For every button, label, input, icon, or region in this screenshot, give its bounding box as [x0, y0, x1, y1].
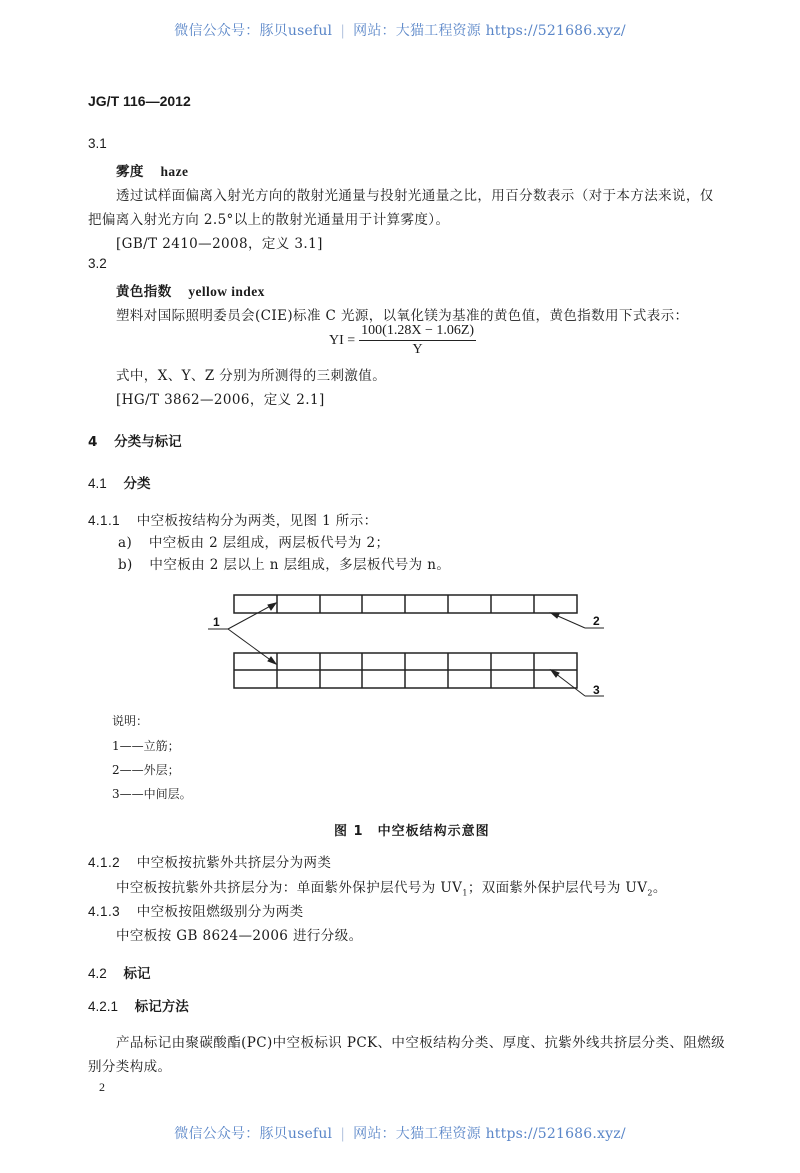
section-3-2-reference: [HG/T 3862—2006，定义 2.1] [116, 392, 325, 408]
section-4-1-title: 分类 [123, 476, 151, 492]
term-en: yellow index [188, 284, 265, 299]
watermark-wechat: 微信公众号：豚贝useful [174, 1126, 333, 1142]
section-4-1-number: 4.1 [88, 476, 107, 491]
watermark-separator: | [340, 23, 346, 39]
yellow-index-formula [329, 323, 476, 358]
section-4-1-heading [88, 472, 150, 492]
diagram-label-1: 1 [213, 615, 220, 629]
section-4-1-2-title: 中空板按抗紫外共挤层分为两类 [136, 855, 332, 871]
section-4-1-1-text: 中空板按结构分为两类，见图 1 所示： [136, 513, 378, 529]
watermark-wechat: 微信公众号：豚贝useful [174, 23, 333, 39]
section-4-1-2-text [116, 876, 667, 898]
section-3-1-reference: [GB/T 2410—2008，定义 3.1] [116, 236, 323, 252]
watermark-bottom [0, 1123, 800, 1143]
list-item-b [118, 553, 450, 573]
section-4-title: 分类与标记 [114, 434, 182, 450]
section-4-1-2-number: 4.1.2 [88, 855, 121, 870]
figure-legend-item-2: 2——外层； [112, 763, 180, 777]
standard-number: JG/T 116—2012 [88, 93, 191, 109]
watermark-site: 网站：大猫工程资源 https://521686.xyz/ [353, 1126, 626, 1142]
uv-text-pre: 中空板按抗紫外共挤层分为：单面紫外保护层代号为 UV [116, 880, 463, 896]
section-3-1-definition-line2: 把偏离入射光方向 2.5°以上的散射光通量用于计算雾度）。 [88, 212, 450, 228]
section-3-1-term [116, 160, 188, 180]
section-4-1-1 [88, 509, 378, 529]
section-4-heading [88, 430, 182, 450]
formula-fraction [359, 323, 476, 358]
section-4-1-3-text: 中空板按 GB 8624—2006 进行分级。 [116, 928, 363, 944]
section-4-2-1-text-line2: 别分类构成。 [88, 1059, 172, 1075]
section-4-2-number: 4.2 [88, 966, 107, 981]
term-cn: 雾度 [116, 164, 144, 180]
formula-lhs: YI = [329, 332, 356, 348]
term-en: haze [160, 164, 189, 179]
section-3-2-number: 3.2 [88, 256, 107, 271]
section-3-2-where: 式中，X、Y、Z 分别为所测得的三刺激值。 [116, 368, 387, 384]
section-4-1-2-heading [88, 851, 331, 871]
list-marker: b) [118, 557, 133, 573]
list-item-text: 中空板由 2 层以上 n 层组成，多层板代号为 n。 [149, 557, 451, 573]
watermark-separator: | [340, 1126, 346, 1142]
section-4-1-3-heading [88, 900, 304, 920]
uv-text-mid: ；双面紫外保护层代号为 UV [467, 880, 648, 896]
list-marker: a) [118, 535, 133, 551]
watermark-site: 网站：大猫工程资源 https://521686.xyz/ [353, 23, 626, 39]
page-number: 2 [99, 1080, 105, 1094]
section-4-2-1-number: 4.2.1 [88, 999, 119, 1014]
formula-numerator: 100(1.28X − 1.06Z) [359, 323, 476, 341]
section-3-2-term [116, 280, 265, 300]
hollow-sheet-structure-diagram [0, 580, 800, 705]
diagram-label-3: 3 [593, 683, 600, 697]
section-3-2-definition: 塑料对国际照明委员会(CIE)标准 C 光源，以氧化镁为基准的黄色值，黄色指数用下式表示： [116, 308, 689, 324]
uv-subscript-2: 2 [647, 888, 653, 898]
section-4-2-heading [88, 962, 150, 982]
watermark-top [0, 20, 800, 40]
section-4-1-1-number: 4.1.1 [88, 513, 121, 528]
section-4-2-title: 标记 [123, 966, 151, 982]
figure-legend-item-3: 3——中间层。 [112, 787, 192, 801]
uv-subscript-1: 1 [462, 888, 468, 898]
section-4-1-3-title: 中空板按阻燃级别分为两类 [136, 904, 304, 920]
section-3-1-number: 3.1 [88, 136, 107, 151]
section-4-2-1-title: 标记方法 [134, 999, 189, 1015]
figure-legend-title: 说明： [112, 714, 149, 728]
diagram-label-2: 2 [593, 614, 600, 628]
section-4-2-1-heading [88, 995, 189, 1015]
figure-caption: 图 1 中空板结构示意图 [334, 824, 490, 839]
section-4-2-1-text-line1: 产品标记由聚碳酸酯(PC)中空板标识 PCK、中空板结构分类、厚度、抗紫外线共挤层分类、阻燃级 [116, 1035, 726, 1051]
term-cn: 黄色指数 [116, 284, 172, 300]
list-item-a [118, 531, 389, 551]
list-item-text: 中空板由 2 层组成，两层板代号为 2； [148, 535, 390, 551]
uv-text-end: 。 [652, 880, 667, 896]
section-4-1-3-number: 4.1.3 [88, 904, 121, 919]
section-4-number: 4 [88, 434, 98, 450]
formula-denominator: Y [412, 342, 423, 357]
section-3-1-definition-line1: 透过试样面偏离入射光方向的散射光通量与投射光通量之比，用百分数表示（对于本方法来说，仅 [116, 188, 714, 204]
figure-legend-item-1: 1——立筋； [112, 739, 180, 753]
